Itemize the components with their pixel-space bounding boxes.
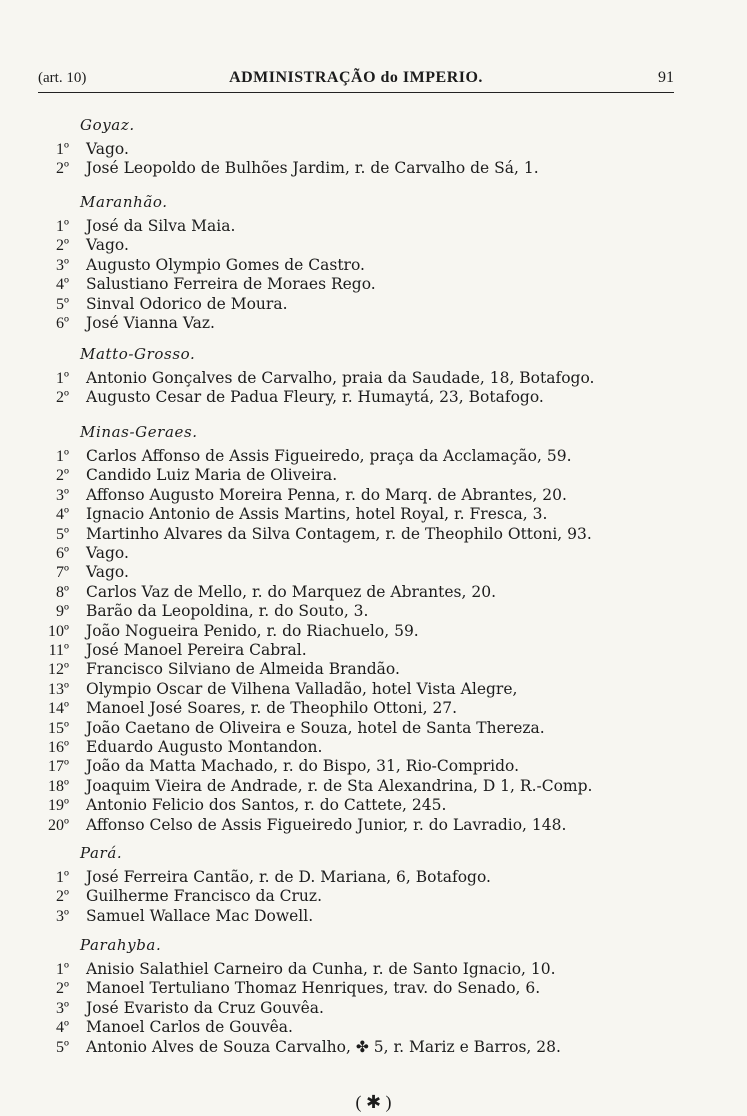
- entry-number: 2º: [56, 160, 69, 178]
- list-item: [0, 796, 747, 815]
- state-heading: Matto-Grosso.: [80, 345, 196, 363]
- list-item: [0, 275, 747, 294]
- entry-text: Augusto Olympio Gomes de Castro.: [86, 255, 365, 274]
- page-number: 91: [658, 69, 674, 86]
- list-item: [0, 256, 747, 275]
- list-item: [0, 505, 747, 524]
- list-item: [0, 680, 747, 699]
- entry-number: 4º: [56, 276, 69, 294]
- list-item: [0, 660, 747, 679]
- list-item: [0, 1018, 747, 1037]
- entry-text: José Ferreira Cantão, r. de D. Mariana, 6, Botafogo.: [86, 868, 491, 886]
- entry-text: Eduardo Augusto Montandon.: [86, 738, 323, 756]
- entry-text: Manoel Carlos de Gouvêa.: [86, 1018, 293, 1037]
- entry-number: 3º: [56, 999, 69, 1017]
- state-heading: Minas-Geraes.: [80, 423, 198, 441]
- entry-text: Ignacio Antonio de Assis Martins, hotel Royal, r. Fresca, 3.: [86, 505, 548, 524]
- entry-number: 4º: [56, 1019, 69, 1037]
- entry-text: Samuel Wallace Mac Dowell.: [86, 906, 314, 925]
- header-title: ADMINISTRAÇÃO do IMPERIO.: [229, 69, 483, 86]
- entry-text: Affonso Celso de Assis Figueiredo Junior, r. do Lavradio, 148.: [86, 815, 567, 834]
- entry-text: José Leopoldo de Bulhões Jardim, r. de Carvalho de Sá, 1.: [86, 159, 539, 178]
- list-item: [0, 447, 747, 466]
- entry-number: 8º: [56, 583, 69, 601]
- entry-text: Joaquim Vieira de Andrade, r. de Sta Alexandrina, D 1, R.-Comp.: [86, 776, 593, 795]
- entry-number: 20º: [48, 816, 69, 834]
- entry-number: 17º: [48, 758, 69, 776]
- list-item: [0, 544, 747, 563]
- entry-number: 6º: [56, 315, 69, 332]
- list-item: [0, 622, 747, 641]
- entry-text: João Nogueira Penido, r. do Riachuelo, 59.: [86, 621, 419, 640]
- list-item: [0, 907, 747, 926]
- entry-number: 1º: [56, 869, 69, 886]
- list-item: [0, 369, 747, 388]
- entry-number: 2º: [56, 467, 69, 485]
- entry-number: 1º: [56, 141, 69, 158]
- entry-number: 3º: [56, 486, 69, 504]
- list-item: [0, 641, 747, 660]
- entry-number: 16º: [48, 739, 69, 756]
- entry-number: 5º: [56, 295, 69, 313]
- list-item: [0, 563, 747, 582]
- entry-text: Vago.: [86, 236, 129, 255]
- entry-text: Augusto Cesar de Padua Fleury, r. Humaytá, 23, Botafogo.: [86, 388, 544, 407]
- state-heading: Goyaz.: [80, 116, 135, 134]
- list-item: [0, 525, 747, 544]
- entry-number: 2º: [56, 389, 69, 407]
- entry-text: Anisio Salathiel Carneiro da Cunha, r. de Santo Ignacio, 10.: [86, 960, 556, 978]
- entry-text: José da Silva Maia.: [86, 217, 236, 235]
- entry-text: João Caetano de Oliveira e Souza, hotel de Santa Thereza.: [86, 718, 545, 737]
- list-item: [0, 777, 747, 796]
- list-item: [0, 1038, 747, 1057]
- entry-text: Salustiano Ferreira de Moraes Rego.: [86, 275, 376, 294]
- entry-number: 5º: [56, 525, 69, 543]
- entry-text: Vago.: [86, 544, 129, 562]
- list-item: [0, 388, 747, 407]
- entry-text: Carlos Vaz de Mello, r. do Marquez de Abrantes, 20.: [86, 582, 497, 601]
- entry-text: Carlos Affonso de Assis Figueiredo, praça da Acclamação, 59.: [86, 447, 572, 465]
- entry-text: Manoel José Soares, r. de Theophilo Ottoni, 27.: [86, 699, 458, 718]
- entry-text: Vago.: [86, 563, 129, 582]
- entry-text: Manoel Tertuliano Thomaz Henriques, trav. do Senado, 6.: [86, 979, 541, 998]
- entry-number: 9º: [56, 603, 69, 621]
- list-item: [0, 757, 747, 776]
- list-item: [0, 738, 747, 757]
- list-item: [0, 140, 747, 159]
- list-item: [0, 960, 747, 979]
- list-item: [0, 236, 747, 255]
- list-item: [0, 217, 747, 236]
- entry-number: 1º: [56, 370, 69, 387]
- entry-number: 7º: [56, 564, 69, 582]
- entry-number: 6º: [56, 545, 69, 562]
- entry-text: Affonso Augusto Moreira Penna, r. do Marq. de Abrantes, 20.: [86, 485, 567, 504]
- entry-number: 13º: [48, 680, 69, 698]
- entry-number: 2º: [56, 888, 69, 906]
- entry-number: 5º: [56, 1038, 69, 1056]
- entry-number: 4º: [56, 506, 69, 524]
- list-item: [0, 466, 747, 485]
- entry-number: 1º: [56, 448, 69, 465]
- entry-number: 12º: [48, 661, 69, 679]
- entry-text: Barão da Leopoldina, r. do Souto, 3.: [86, 602, 369, 621]
- entry-text: Martinho Alvares da Silva Contagem, r. de Theophilo Ottoni, 93.: [86, 524, 592, 543]
- entry-number: 3º: [56, 256, 69, 274]
- entry-text: Francisco Silviano de Almeida Brandão.: [86, 660, 400, 679]
- entry-number: 15º: [48, 719, 69, 737]
- entry-number: 10º: [48, 622, 69, 640]
- entry-text: Antonio Alves de Souza Carvalho, ✤ 5, r. Mariz e Barros, 28.: [86, 1037, 561, 1056]
- entry-number: 14º: [48, 700, 69, 718]
- list-item: [0, 979, 747, 998]
- list-item: [0, 816, 747, 835]
- list-item: [0, 583, 747, 602]
- list-item: [0, 486, 747, 505]
- header-article: (art. 10): [38, 70, 87, 86]
- footer-mark: ( ✱ ): [355, 1092, 392, 1112]
- list-item: [0, 887, 747, 906]
- entry-text: Candido Luiz Maria de Oliveira.: [86, 466, 338, 485]
- entry-number: 18º: [48, 777, 69, 795]
- entry-text: Antonio Gonçalves de Carvalho, praia da Saudade, 18, Botafogo.: [86, 369, 595, 387]
- entry-text: Sinval Odorico de Moura.: [86, 294, 288, 313]
- entry-text: Vago.: [86, 140, 129, 158]
- entry-number: 1º: [56, 961, 69, 978]
- entry-text: José Manoel Pereira Cabral.: [86, 641, 307, 659]
- entry-text: João da Matta Machado, r. do Bispo, 31, Rio-Comprido.: [86, 757, 520, 776]
- entry-number: 3º: [56, 907, 69, 925]
- entry-number: 2º: [56, 980, 69, 998]
- state-heading: Parahyba.: [80, 936, 162, 954]
- state-heading: Pará.: [80, 844, 123, 862]
- entry-text: José Vianna Vaz.: [86, 314, 215, 332]
- list-item: [0, 719, 747, 738]
- list-item: [0, 699, 747, 718]
- entry-number: 2º: [56, 237, 69, 255]
- list-item: [0, 314, 747, 333]
- entry-number: 19º: [48, 797, 69, 815]
- entry-text: Antonio Felicio dos Santos, r. do Cattete, 245.: [86, 796, 447, 815]
- entry-number: 1º: [56, 218, 69, 235]
- entry-number: 11º: [48, 642, 69, 659]
- list-item: [0, 868, 747, 887]
- entry-text: Olympio Oscar de Vilhena Valladão, hotel Vista Alegre,: [86, 679, 518, 698]
- list-item: [0, 159, 747, 178]
- list-item: [0, 295, 747, 314]
- list-item: [0, 999, 747, 1018]
- page-header: [38, 66, 674, 93]
- list-item: [0, 602, 747, 621]
- entry-text: Guilherme Francisco da Cruz.: [86, 887, 322, 906]
- state-heading: Maranhão.: [80, 193, 168, 211]
- entry-text: José Evaristo da Cruz Gouvêa.: [86, 998, 324, 1017]
